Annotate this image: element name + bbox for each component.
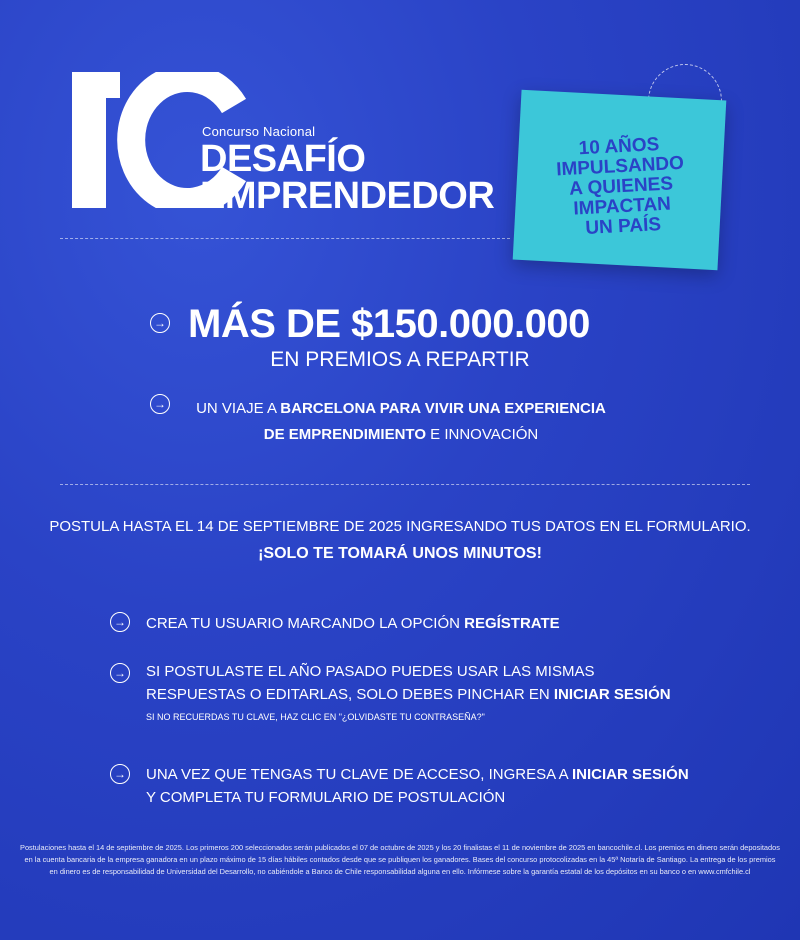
step-complete-form bbox=[146, 763, 689, 809]
deadline-emphasis: ¡SOLO TE TOMARÁ UNOS MINUTOS! bbox=[258, 545, 542, 562]
forgot-password-note: SI NO RECUERDAS TU CLAVE, HAZ CLIC EN "¿OLVIDASTE TU CONTRASEÑA?" bbox=[146, 712, 485, 722]
login-option: INICIAR SESIÓN bbox=[553, 686, 671, 703]
sticky-line: A QUIENES IMPACTAN bbox=[568, 173, 674, 220]
step-text: RESPUESTAS O EDITARLAS, SOLO DEBES PINCHAR EN bbox=[146, 686, 554, 703]
step-register bbox=[146, 612, 560, 635]
step-text: CREA TU USUARIO MARCANDO LA OPCIÓN bbox=[146, 615, 465, 632]
step-text: UNA VEZ QUE TENGAS TU CLAVE DE ACCESO, INGRESA A bbox=[146, 766, 572, 783]
arrow-right-circle-icon: → bbox=[110, 612, 130, 632]
arrow-right-circle-icon: → bbox=[150, 394, 170, 414]
trip-bold: BARCELONA PARA VIVIR UNA EXPERIENCIA bbox=[280, 400, 606, 417]
prize-amount: MÁS DE $150.000.000 bbox=[188, 302, 590, 346]
login-option: INICIAR SESIÓN bbox=[571, 766, 689, 783]
section-divider bbox=[60, 484, 750, 485]
step-text: SI POSTULASTE EL AÑO PASADO PUEDES USAR LAS MISMAS bbox=[146, 663, 595, 680]
step-login bbox=[146, 660, 671, 729]
trip-text: E INNOVACIÓN bbox=[426, 426, 539, 443]
logo-title-line2: EMPRENDEDOR bbox=[200, 175, 495, 217]
arrow-right-circle-icon: → bbox=[150, 313, 170, 333]
trip-text: UN VIAJE A bbox=[196, 400, 281, 417]
prize-subtitle: EN PREMIOS A REPARTIR bbox=[270, 348, 530, 371]
header-divider bbox=[60, 238, 510, 239]
register-option: REGÍSTRATE bbox=[464, 615, 560, 632]
logo-title-line1: DESAFÍO bbox=[200, 138, 366, 180]
legal-disclaimer: Postulaciones hasta el 14 de septiembre de 2025. Los primeros 200 seleccionados serán publicados el 07 de octubre de 2025 y los 20 finalistas el 11 de noviembre de 2025 en bancochile.cl. Los premios en dinero serán depositados en la cuenta bancaria de la empresa ganadora en un plazo máximo de 15 días hábiles contados desde que se publiquen los ganadores. Bases del concurso protocolizadas en la 45ª Notaría de Santiago. La entrega de los premios en dinero es de responsabilidad de Universidad del Desarrollo, no cabiéndole a Banco de Chile responsabilidad alguna en ello. Infórmese sobre la garantía estatal de los depósitos en su banco o en www.cmfchile.cl bbox=[20, 843, 780, 876]
sticky-note bbox=[513, 90, 727, 270]
deadline-text: POSTULA HASTA EL 14 DE SEPTIEMBRE DE 2025 INGRESANDO TUS DATOS EN EL FORMULARIO. bbox=[49, 518, 751, 535]
arrow-right-circle-icon: → bbox=[110, 663, 130, 683]
sticky-note-text bbox=[536, 133, 706, 241]
trip-bold: DE EMPRENDIMIENTO bbox=[263, 426, 426, 443]
sticky-line: 10 AÑOS IMPULSANDO bbox=[555, 134, 685, 181]
arrow-right-circle-icon: → bbox=[110, 764, 130, 784]
step-text: Y COMPLETA TU FORMULARIO DE POSTULACIÓN bbox=[146, 789, 506, 806]
logo-kicker: Concurso Nacional bbox=[202, 124, 316, 139]
trip-prize-text bbox=[186, 396, 616, 448]
sticky-line: UN PAÍS bbox=[584, 213, 662, 239]
